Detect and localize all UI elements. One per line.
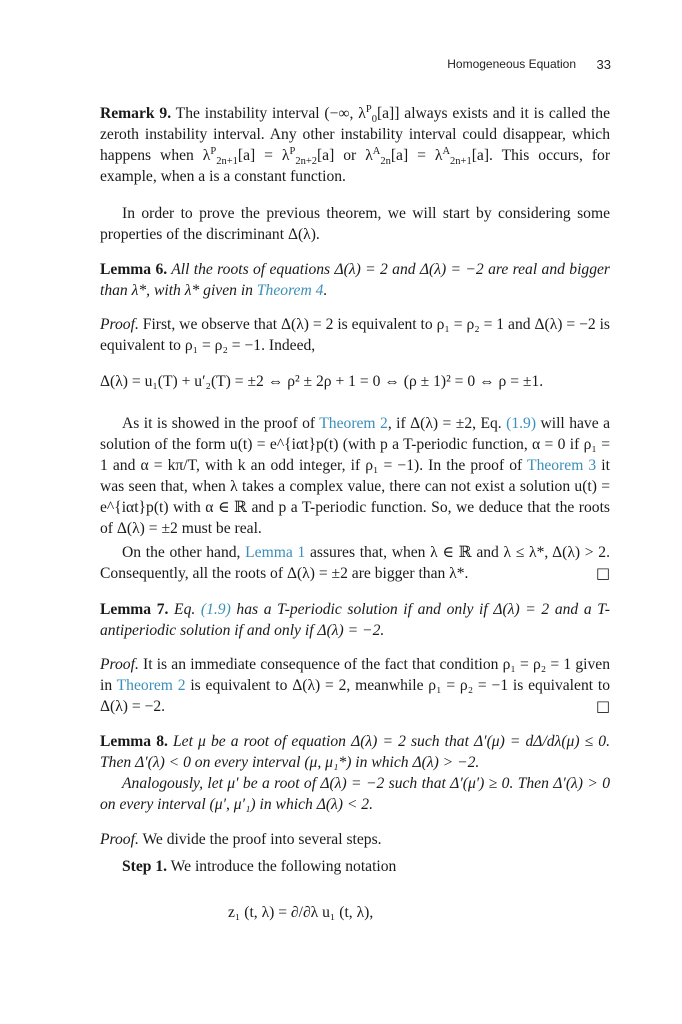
equation-1-9-link[interactable]: (1.9): [200, 601, 231, 618]
proof-text: We divide the proof into several steps.: [138, 831, 382, 848]
running-title: Homogeneous Equation: [447, 57, 576, 71]
lemma-1-link[interactable]: Lemma 1: [245, 544, 306, 561]
remark-text-d: [a] or λ: [316, 147, 373, 164]
step-label: Step 1.: [122, 858, 168, 875]
proof-label: Proof.: [100, 656, 139, 673]
sup: A: [372, 145, 381, 157]
proof-text-a: It is an immediate consequence of the fact that condition ρ₁ = ρ₂ = 1 given in: [100, 656, 610, 694]
lemma-text-b: has a T-periodic solution if and only if Δ(λ) = 2 and a T-antiperiodic solution if and only if Δ(λ) = −2.: [100, 601, 610, 639]
remark-text-a: The instability interval (−∞, λ: [171, 105, 366, 122]
sub: 2n: [380, 156, 391, 168]
sup: P: [289, 145, 296, 157]
theorem-4-link[interactable]: Theorem 4: [256, 282, 324, 299]
lemma-text-a: Let μ be a root of equation Δ(λ) = 2 such that Δ′(μ) = dΔ/dλ(μ) ≤ 0. Then Δ′(λ) < 0 on every interval (μ, μ₁*) in which Δ(λ) > −2.: [100, 733, 610, 771]
para-text-a: As it is showed in the proof of: [122, 415, 320, 432]
remark-text-e: [a] = λ: [390, 147, 443, 164]
remark-text-f: [a]. This occurs, for example, when a is a constant function.: [100, 147, 611, 185]
para-text-a: On the other hand,: [122, 544, 246, 561]
paragraph-intro: [100, 203, 610, 245]
lemma-end: .: [323, 282, 328, 299]
para-text-c: will have a solution of the form u(t) = e^{iαt}p(t) (with p a T-periodic function, α = 0 if ρ₁ = 1 and α = kπ/T, with k an odd integer, if ρ₁ = −1). In the proof of: [100, 415, 611, 474]
remark-9: [100, 103, 610, 187]
sub: 2n+1: [216, 156, 238, 168]
proof-text-b: is equivalent to Δ(λ) = 2, meanwhile ρ₁ = ρ₂ = −1 is equivalent to Δ(λ) = −2.: [100, 677, 610, 715]
page-number: 33: [596, 57, 611, 72]
lemma-label: Lemma 7.: [100, 601, 169, 618]
remark-text-b: [a]] always exists and it is called the zeroth instability interval. Any other instability interval could disappear, which happens when λ: [100, 105, 610, 164]
lemma-7: [100, 599, 610, 641]
paragraph-roots-real: [100, 413, 610, 539]
para-text-d: it was seen that, when λ takes a complex value, there can not exist a solution u(t) = e^{iαt}p(t) with α ∈ ℝ and p a T-periodic function. So, we deduce that the roots of Δ(λ) = ±2 must be real.: [100, 457, 610, 537]
sub: 2n+2: [295, 156, 317, 168]
lemma-text-b: Analogously, let μ′ be a root of Δ(λ) = −2 such that Δ′(μ′) ≥ 0. Then Δ′(λ) > 0 on every interval (μ′, μ′₁) in which Δ(λ) < 2.: [100, 775, 610, 813]
remark-text-c: [a] = λ: [237, 147, 290, 164]
sup: A: [442, 145, 451, 157]
lemma-text: All the roots of equations Δ(λ) = 2 and Δ(λ) = −2 are real and bigger than λ*, with λ* given in: [100, 261, 610, 299]
lemma-text-a: Eq.: [168, 601, 201, 618]
qed-symbol: □: [595, 564, 610, 582]
para-text-b: , if Δ(λ) = ±2, Eq.: [387, 415, 507, 432]
step-1: [100, 856, 610, 877]
equation-1-9-link[interactable]: (1.9): [506, 415, 537, 432]
remark-label: Remark 9.: [100, 105, 172, 122]
lemma-label: Lemma 6.: [100, 261, 168, 278]
theorem-2-link[interactable]: Theorem 2: [116, 677, 186, 694]
proof-lemma-7: [100, 654, 610, 717]
paragraph-lemma-1: [100, 542, 610, 584]
equation-z1: z₁ (t, λ) = ∂/∂λ u₁ (t, λ),: [228, 904, 374, 921]
lemma-6: [100, 259, 610, 301]
proof-lemma-6: [100, 314, 610, 356]
theorem-3-link[interactable]: Theorem 3: [527, 457, 597, 474]
proof-text: First, we observe that Δ(λ) = 2 is equivalent to ρ₁ = ρ₂ = 1 and Δ(λ) = −2 is equivalent to ρ₁ = ρ₂ = −1. Indeed,: [100, 316, 610, 354]
proof-label: Proof.: [100, 831, 139, 848]
sub: 0: [371, 114, 377, 126]
proof-label: Proof.: [100, 316, 139, 333]
lemma-label: Lemma 8.: [100, 733, 168, 750]
paragraph-text: In order to prove the previous theorem, we will start by considering some properties of the discriminant Δ(λ).: [100, 205, 610, 243]
proof-lemma-8: [100, 829, 610, 850]
running-header: [0, 57, 682, 73]
sup: P: [365, 103, 372, 115]
sup: P: [210, 145, 217, 157]
step-text: We introduce the following notation: [167, 858, 397, 875]
qed-symbol: □: [595, 697, 610, 715]
sub: 2n+1: [450, 156, 472, 168]
equation-discriminant: Δ(λ) = u₁(T) + u′₂(T) = ±2 ⇔ ρ² ± 2ρ + 1 = 0 ⇔ (ρ ± 1)² = 0 ⇔ ρ = ±1.: [100, 373, 544, 390]
para-text-b: assures that, when λ ∈ ℝ and λ ≤ λ*, Δ(λ) > 2. Consequently, all the roots of Δ(λ) = ±2 are bigger than λ*.: [100, 544, 610, 582]
lemma-8: [100, 731, 610, 815]
theorem-2-link[interactable]: Theorem 2: [319, 415, 388, 432]
